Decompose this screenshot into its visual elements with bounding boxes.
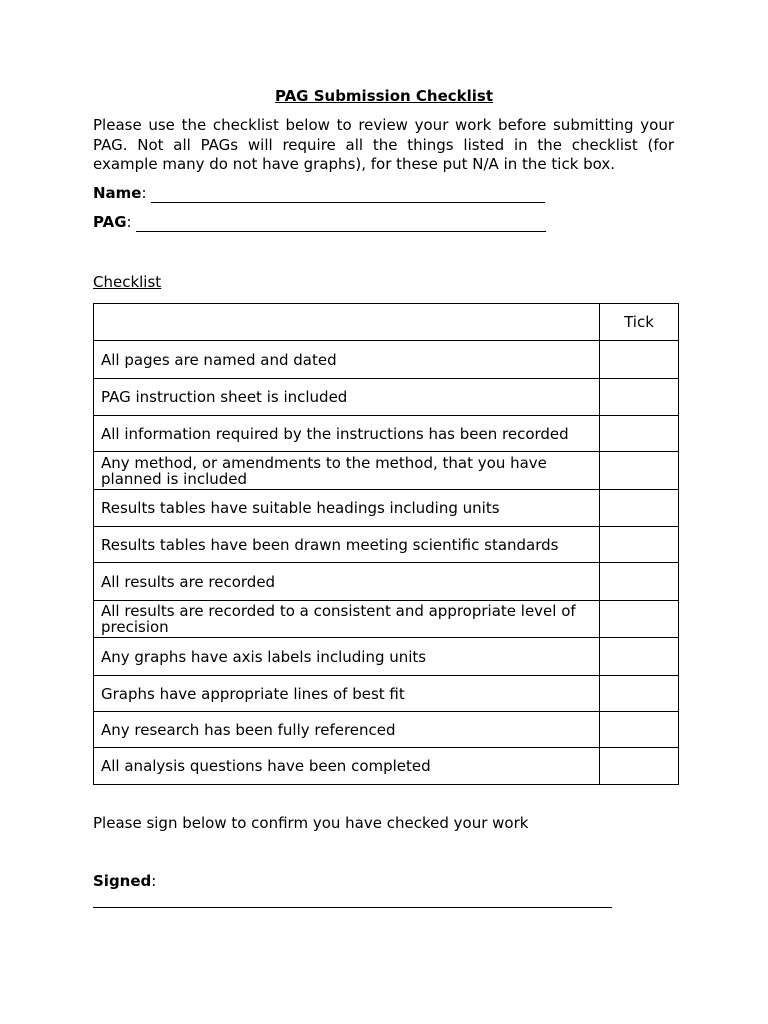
- checklist-item: Any research has been fully referenced: [94, 712, 600, 748]
- tick-box[interactable]: [600, 341, 679, 379]
- table-row: [94, 490, 679, 527]
- checklist-item: All analysis questions have been completed: [94, 748, 600, 785]
- tick-box[interactable]: [600, 676, 679, 712]
- tick-box[interactable]: [600, 563, 679, 601]
- tick-box[interactable]: [600, 712, 679, 748]
- pag-label: PAG: [93, 213, 127, 231]
- tick-box[interactable]: [600, 527, 679, 563]
- signed-label: Signed: [93, 872, 152, 890]
- checklist-item: All pages are named and dated: [94, 341, 600, 379]
- checklist-item: Results tables have been drawn meeting scientific standards: [94, 527, 600, 563]
- table-row: [94, 563, 679, 601]
- checklist-item: All results are recorded: [94, 563, 600, 601]
- checklist-table: [93, 303, 679, 785]
- checklist-item: All results are recorded to a consistent and appropriate level of precision: [94, 601, 600, 638]
- name-colon: :: [141, 184, 147, 202]
- checklist-item: PAG instruction sheet is included: [94, 379, 600, 416]
- table-row: [94, 638, 679, 676]
- table-row: [94, 379, 679, 416]
- table-row: [94, 748, 679, 785]
- pag-field: [93, 212, 546, 232]
- tick-box[interactable]: [600, 416, 679, 452]
- item-header-cell: [94, 304, 600, 341]
- name-input-line[interactable]: [151, 186, 545, 203]
- checklist-heading: Checklist: [93, 273, 162, 291]
- table-row: [94, 527, 679, 563]
- checklist-item: All information required by the instructions has been recorded: [94, 416, 600, 452]
- tick-box[interactable]: [600, 490, 679, 527]
- table-row: [94, 452, 679, 490]
- signature-line[interactable]: [93, 907, 612, 908]
- confirm-text: Please sign below to confirm you have checked your work: [93, 814, 529, 832]
- tick-box[interactable]: [600, 638, 679, 676]
- tick-box[interactable]: [600, 379, 679, 416]
- table-header-row: [94, 304, 679, 341]
- checklist-item: Any method, or amendments to the method, that you have planned is included: [94, 452, 600, 490]
- intro-paragraph: Please use the checklist below to review your work before submitting your PAG. Not all PAGs will require all the things listed in the checklist (for example many do not have graphs), for these put N/A in the tick box.: [93, 116, 674, 173]
- checklist-item: Graphs have appropriate lines of best fit: [94, 676, 600, 712]
- tick-header-cell: Tick: [600, 304, 679, 341]
- table-row: [94, 416, 679, 452]
- page-title: PAG Submission Checklist: [274, 87, 494, 105]
- checklist-item: Results tables have suitable headings including units: [94, 490, 600, 527]
- table-row: [94, 601, 679, 638]
- pag-input-line[interactable]: [136, 215, 546, 232]
- tick-box[interactable]: [600, 748, 679, 785]
- signed-field: [93, 871, 156, 891]
- tick-box[interactable]: [600, 601, 679, 638]
- table-row: [94, 712, 679, 748]
- checklist-item: Any graphs have axis labels including units: [94, 638, 600, 676]
- pag-colon: :: [126, 213, 132, 231]
- name-field: [93, 183, 545, 203]
- table-row: [94, 676, 679, 712]
- table-row: [94, 341, 679, 379]
- signed-colon: :: [151, 872, 157, 890]
- name-label: Name: [93, 184, 142, 202]
- tick-box[interactable]: [600, 452, 679, 490]
